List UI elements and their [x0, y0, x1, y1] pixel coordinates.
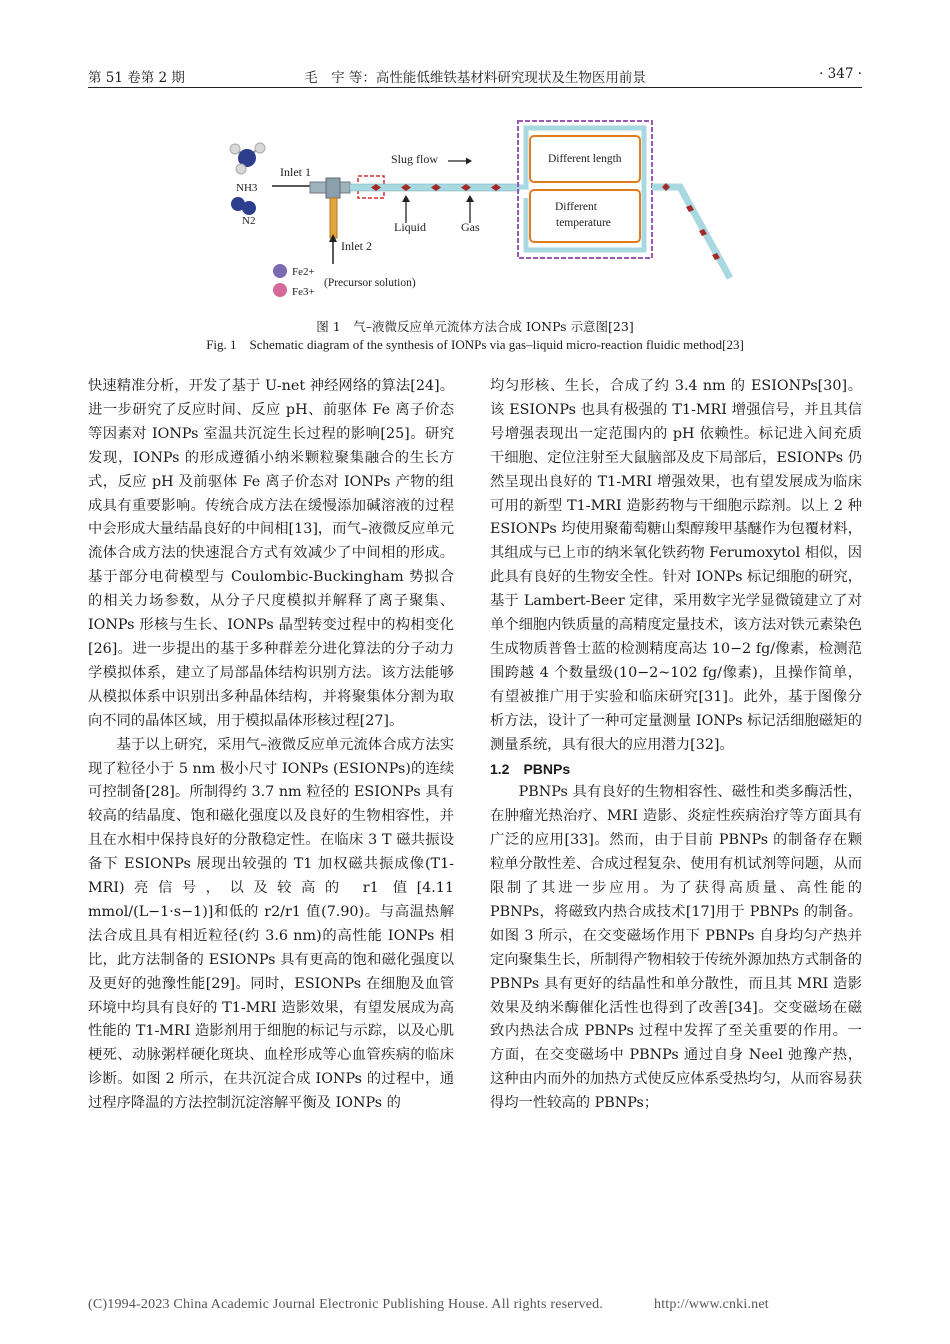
left-column — [88, 375, 454, 1116]
copyright-text: (C)1994-2023 China Academic Journal Electronic Publishing House. All rights reserved. — [88, 1297, 604, 1312]
different-temperature-line2: temperature — [556, 217, 611, 229]
running-header — [88, 62, 862, 86]
n2-label: N2 — [242, 215, 256, 227]
journal-volume: 第 51 卷第 2 期 — [88, 70, 185, 86]
right-column — [490, 375, 862, 1116]
different-length-label: Different length — [548, 153, 622, 165]
figure-1-schematic — [210, 118, 750, 318]
different-temperature-line1: Different — [555, 201, 597, 213]
figure-caption-en: Fig. 1 Schematic diagram of the synthesis of IONPs via gas–liquid micro-reaction fluidic method[23] — [206, 337, 744, 352]
slug-flow-label: Slug flow — [391, 152, 439, 166]
copyright-footer — [88, 1297, 769, 1313]
exit-tube — [652, 183, 730, 278]
inlet1-label: Inlet 1 — [280, 165, 311, 179]
page-number: · 347 · — [819, 66, 862, 82]
left-paragraph-2: 基于以上研究，采用气–液微反应单元流体合成方法实现了粒径小于 5 nm 极小尺寸 IONPs (ESIONPs)的连续可控制备[28]。所制得约 3.7 nm 粒径的 ESIONPs 具有较高的结晶度、饱和磁化强度以及良好的生物相容性，并且在水相中保持良好的分散稳定性。在临床 3 T 磁共振设备下 ESIONPs 展现出较强的 T1 加权磁共振成像(T1-MRI)亮信号，以及较高的 r1 值[4.11 mmol/(L−1·s−1)]和低的 r2/r1 值(7.90)。与高温热解法合成且具有相近粒径(约 3.6 nm)的高性能 IONPs 相比，此方法制备的 ESIONPs 具有更高的饱和磁化强度以及更好的弛豫性能[29]。同时，ESIONPs 在细胞及血管环境中均具有良好的 T1-MRI 造影效果，有望发展成为高性能的 T1-MRI 造影剂用于细胞的标记与示踪，以及心肌梗死、动脉粥样硬化斑块、血栓形成等心血管疾病的临床诊断。如图 2 所示，在共沉淀合成 IONPs 的过程中，通过程序降温的方法控制沉淀溶解平衡及 IONPs 的 — [88, 736, 454, 1112]
n2-molecule-icon — [231, 197, 256, 215]
nh3-molecule-icon — [230, 143, 265, 174]
article-title-header: 毛 宇 等：高性能低维铁基材料研究现状及生物医用前景 — [304, 70, 646, 86]
inlet2-tube — [330, 198, 337, 238]
fe2-label: Fe2+ — [292, 266, 315, 278]
different-temperature-box — [530, 190, 640, 242]
left-paragraph-1: 快速精准分析，开发了基于 U-net 神经网络的算法[24]。进一步研究了反应时间、反应 pH、前驱体 Fe 离子价态等因素对 IONPs 室温共沉淀生长过程的影响[25]。研究发现，IONPs 的形成遵循小纳米颗粒聚集融合的生长方式，反应 pH 及前驱体 Fe 离子价态对 IONPs 产物的组成具有重要影响。传统合成方法在缓慢添加碱溶液的过程中会形成大量结晶良好的中间相[13]，而气–液微反应单元流体合成方法的快速混合方式有效减少了中间相的形成。基于部分电荷模型与 Coulombic-Buckingham 势拟合的相关力场参数，从分子尺度模拟并解释了离子聚集、IONPs 形核与生长、IONPs 晶型转变过程中的构相变化[26]。进一步提出的基于多种群差分进化算法的分子动力学模拟体系，建立了局部晶体结构识别方法。该方法能够从模拟体系中识别出多种晶体结构，并将聚集体分割为取向不同的晶体区域，用于模拟晶体形核过程[27]。 — [88, 378, 454, 729]
fe3-label: Fe3+ — [292, 286, 315, 298]
fe3-ion-icon — [273, 283, 287, 297]
right-paragraph-1: 均匀形核、生长，合成了约 3.4 nm 的 ESIONPs[30]。该 ESIONPs 也具有极强的 T1-MRI 增强信号，并且其信号增强表现出一定范围内的 pH 依赖性。标记进入间充质干细胞、定位注射至大鼠脑部及皮下局部后，ESIONPs 仍然呈现出良好的 T1-MRI 增强效果，也有望发展成为临床可用的新型 T1-MRI 造影药物与干细胞示踪剂。以上 2 种 ESIONPs 均使用聚葡萄糖山梨醇羧甲基醚作为包覆材料，其组成与已上市的纳米氧化铁药物 Ferumoxytol 相似，因此具有良好的生物安全性。针对 IONPs 标记细胞的研究，基于 Lambert-Beer 定律，采用数字光学显微镜建立了对单个细胞内铁质量的高精度定量技术，该方法对铁元素染色生成物质普鲁士蓝的检测精度高达 10−2 fg/像素，检测范围跨越 4 个数量级(10−2~102 fg/像素)，且操作简单，有望被推广用于实验和临床研究[31]。此外，基于图像分析方法，设计了一种可定量测量 IONPs 标记活细胞磁矩的测量系统，具有很大的应用潜力[32]。 — [490, 378, 862, 753]
website-link[interactable]: http://www.cnki.net — [654, 1297, 769, 1312]
nh3-label: NH3 — [236, 182, 258, 194]
slug-flow-tube — [350, 184, 520, 191]
figure-caption-cn: 图 1 气–液微反应单元流体方法合成 IONPs 示意图[23] — [316, 319, 634, 334]
header-rule — [88, 87, 862, 88]
fe2-ion-icon — [273, 264, 287, 278]
inlet2-label: Inlet 2 — [341, 239, 372, 253]
right-paragraph-2: PBNPs 具有良好的生物相容性、磁性和类多酶活性，在肿瘤光热治疗、MRI 造影、炎症性疾病治疗等方面具有广泛的应用[33]。然而，由于目前 PBNPs 的制备存在颗粒单分散性差、合成过程复杂、使用有机试剂等问题，从而限制了其进一步应用。为了获得高质量、高性能的 PBNPs，将磁致内热合成技术[17]用于 PBNPs 的制备。如图 3 所示，在交变磁场作用下 PBNPs 自身均匀产热并定向聚集生长，所制得产物相较于传统外源加热方式制备的 PBNPs 具有更好的结晶性和单分散性，而且其 MRI 造影效果及纳米酶催化活性也得到了改善[34]。交变磁场在磁致内热法合成 PBNPs 过程中发挥了至关重要的作用。一方面，在交变磁场中 PBNPs 通过自身 Neel 弛豫产热，这种由内而外的加热方式使反应体系受热均匀，从而容易获得均一性较高的 PBNPs； — [490, 784, 862, 1112]
gas-label: Gas — [461, 220, 480, 234]
precursor-label: (Precursor solution) — [324, 277, 416, 289]
liquid-label: Liquid — [394, 220, 426, 234]
section-heading-1-2: 1.2 PBNPs — [490, 760, 571, 777]
